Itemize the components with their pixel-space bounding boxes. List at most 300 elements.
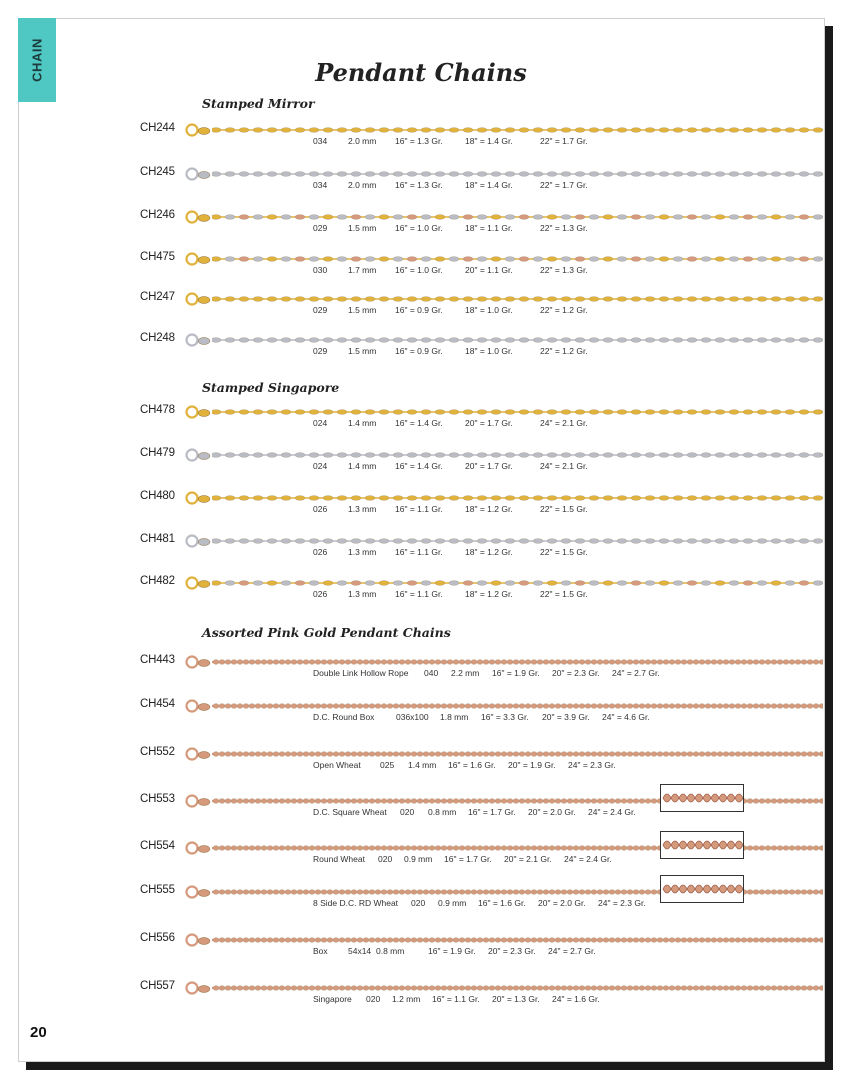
chain-link <box>615 890 621 895</box>
chain-link <box>447 704 453 709</box>
chain-link <box>291 799 297 804</box>
chain-link <box>239 172 249 177</box>
clasp-ring <box>187 212 198 223</box>
chain-link <box>639 938 645 943</box>
chain-link <box>807 938 813 943</box>
chain-row-ch248 <box>0 332 842 372</box>
chain-spec: 20" = 1.7 Gr. <box>465 418 513 428</box>
chain-link <box>603 453 613 458</box>
chain-code: CH247 <box>140 291 175 303</box>
chain-link <box>681 660 687 665</box>
chain-link <box>212 410 221 415</box>
chain-link <box>279 799 285 804</box>
chain-link <box>309 297 319 302</box>
lobster-clasp-icon <box>184 746 212 762</box>
chain-link <box>477 410 487 415</box>
chain-link <box>213 704 219 709</box>
chain-link <box>687 338 697 343</box>
chain-link <box>747 938 753 943</box>
chain-link <box>513 660 519 665</box>
chain-link <box>239 496 249 501</box>
chain-link <box>379 539 389 544</box>
chain-link <box>633 846 639 851</box>
clasp-body <box>198 496 210 503</box>
chain-link <box>309 539 319 544</box>
chain-link <box>327 986 333 991</box>
chain-link <box>375 938 381 943</box>
chain-link <box>393 986 399 991</box>
chain-link <box>561 704 567 709</box>
chain-link <box>567 799 573 804</box>
chain-link <box>525 660 531 665</box>
chain-spec: 024 <box>313 461 328 471</box>
chain-link <box>279 846 285 851</box>
chain-link <box>603 496 613 501</box>
chain-link <box>743 257 753 262</box>
chain-spec: 0.8 mm <box>428 807 457 817</box>
chain-link <box>351 297 361 302</box>
clasp-ring <box>187 578 198 589</box>
chain-link <box>519 986 525 991</box>
chain-link <box>589 128 599 133</box>
clasp-ring <box>187 935 198 946</box>
closeup-link <box>663 841 671 849</box>
chain-link <box>345 938 351 943</box>
chain-link <box>519 752 525 757</box>
chain-link <box>533 496 543 501</box>
chain-link <box>435 496 445 501</box>
chain-link <box>463 128 473 133</box>
closeup-link <box>711 885 719 893</box>
chain-spec: 16" = 1.0 Gr. <box>395 223 443 233</box>
chain-link <box>501 890 507 895</box>
chain-code: CH482 <box>140 575 175 587</box>
chain-link <box>757 338 767 343</box>
chain-link <box>213 986 219 991</box>
chain-link <box>323 257 333 262</box>
chain-link <box>785 338 795 343</box>
chain-link <box>225 539 235 544</box>
chain-link <box>285 846 291 851</box>
chain-link <box>533 453 543 458</box>
chain-strand <box>212 408 823 416</box>
chain-link <box>295 297 305 302</box>
chain-link <box>555 660 561 665</box>
chain-link <box>753 799 759 804</box>
chain-link <box>531 799 537 804</box>
closeup-link <box>671 885 679 893</box>
chain-link <box>507 799 513 804</box>
chain-link <box>297 890 303 895</box>
chain-link <box>333 752 339 757</box>
chain-link <box>519 172 529 177</box>
chain-link <box>693 660 699 665</box>
chain-link <box>597 660 603 665</box>
chain-link <box>253 338 263 343</box>
closeup-link <box>703 885 711 893</box>
chain-spec: 029 <box>313 305 328 315</box>
chain-link <box>771 938 777 943</box>
chain-link <box>261 704 267 709</box>
chain-link <box>633 660 639 665</box>
chain-link <box>491 581 501 586</box>
chain-link <box>411 986 417 991</box>
chain-link <box>225 257 235 262</box>
chain-link <box>495 846 501 851</box>
chain-link <box>407 453 417 458</box>
chain-link <box>651 986 657 991</box>
chain-spec: 16" = 1.6 Gr. <box>478 898 526 908</box>
chain-strand <box>212 936 823 944</box>
chain-link <box>701 297 711 302</box>
chain-link <box>789 938 795 943</box>
chain-link <box>543 890 549 895</box>
chain-link <box>212 297 221 302</box>
chain-link <box>615 938 621 943</box>
chain-link <box>267 986 273 991</box>
chain-link <box>365 410 375 415</box>
chain-link <box>357 660 363 665</box>
chain-link <box>261 752 267 757</box>
chain-link <box>597 890 603 895</box>
chain-link <box>555 938 561 943</box>
chain-link <box>351 581 361 586</box>
chain-link <box>603 215 613 220</box>
chain-link <box>519 128 529 133</box>
chain-link <box>249 986 255 991</box>
chain-link <box>617 215 627 220</box>
chain-link <box>407 215 417 220</box>
chain-link <box>699 704 705 709</box>
chain-link <box>813 846 819 851</box>
chain-link <box>687 297 697 302</box>
chain-link <box>423 660 429 665</box>
chain-link <box>819 704 823 709</box>
chain-link <box>345 799 351 804</box>
chain-link <box>491 128 501 133</box>
chain-link <box>673 496 683 501</box>
chain-link <box>579 938 585 943</box>
chain-link <box>381 799 387 804</box>
chain-link <box>741 752 747 757</box>
section-title-stamped-mirror: Stamped Mirror <box>202 96 315 111</box>
chain-link <box>659 297 669 302</box>
chain-link <box>507 986 513 991</box>
chain-link <box>765 986 771 991</box>
chain-link <box>567 660 573 665</box>
chain-link <box>303 752 309 757</box>
chain-link <box>747 986 753 991</box>
chain-link <box>483 986 489 991</box>
chain-link <box>747 890 753 895</box>
chain-link <box>471 660 477 665</box>
chain-link <box>807 846 813 851</box>
chain-link <box>543 660 549 665</box>
chain-link <box>429 799 435 804</box>
chain-spec: 20" = 1.1 Gr. <box>465 265 513 275</box>
chain-link <box>627 799 633 804</box>
chain-link <box>645 846 651 851</box>
chain-link <box>743 215 753 220</box>
chain-link <box>537 986 543 991</box>
chain-link <box>603 172 613 177</box>
chain-link <box>253 453 263 458</box>
chain-link <box>365 453 375 458</box>
chain-link <box>365 539 375 544</box>
chain-link <box>489 752 495 757</box>
chain-code: CH556 <box>140 932 175 944</box>
chain-link <box>757 297 767 302</box>
chain-link <box>297 752 303 757</box>
chain-link <box>267 890 273 895</box>
chain-link <box>567 846 573 851</box>
lobster-clasp-icon <box>184 980 212 996</box>
chain-link <box>813 581 823 586</box>
chain-link <box>463 215 473 220</box>
chain-link <box>729 539 739 544</box>
chain-link <box>365 257 375 262</box>
chain-link <box>741 938 747 943</box>
chain-link <box>505 215 515 220</box>
chain-link <box>723 938 729 943</box>
chain-link <box>219 986 225 991</box>
chain-link <box>585 660 591 665</box>
chain-link <box>351 704 357 709</box>
chain-link <box>212 172 221 177</box>
chain-link <box>575 128 585 133</box>
chain-link <box>449 215 459 220</box>
section-title-stamped-singapore: Stamped Singapore <box>202 380 340 395</box>
chain-link <box>243 986 249 991</box>
chain-link <box>813 257 823 262</box>
chain-code: CH478 <box>140 404 175 416</box>
chain-link <box>447 986 453 991</box>
lobster-clasp-icon <box>184 840 212 856</box>
chain-link <box>579 986 585 991</box>
chain-link <box>285 799 291 804</box>
chain-link <box>345 846 351 851</box>
chain-link <box>407 581 417 586</box>
chain-link <box>807 799 813 804</box>
chain-link <box>429 938 435 943</box>
chain-link <box>603 297 613 302</box>
chain-link <box>673 410 683 415</box>
chain-link <box>723 660 729 665</box>
chain-link <box>459 752 465 757</box>
chain-link <box>477 297 487 302</box>
chain-link <box>375 660 381 665</box>
chain-link <box>645 581 655 586</box>
chain-link <box>645 799 651 804</box>
chain-link <box>453 660 459 665</box>
chain-spec: 24" = 2.3 Gr. <box>598 898 646 908</box>
chain-link <box>807 986 813 991</box>
chain-link <box>507 846 513 851</box>
chain-link <box>519 539 529 544</box>
chain-link <box>711 704 717 709</box>
chain-link <box>351 410 361 415</box>
chain-link <box>393 410 403 415</box>
chain-link <box>387 890 393 895</box>
chain-link <box>255 660 261 665</box>
chain-link <box>531 660 537 665</box>
chain-link <box>323 539 333 544</box>
chain-link <box>687 986 693 991</box>
chain-link <box>505 410 515 415</box>
chain-link <box>573 660 579 665</box>
chain-spec: 22" = 1.5 Gr. <box>540 504 588 514</box>
chain-link <box>345 890 351 895</box>
chain-link <box>575 338 585 343</box>
chain-link <box>687 496 697 501</box>
chain-spec: 20" = 1.9 Gr. <box>508 760 556 770</box>
chain-link <box>681 752 687 757</box>
chain-link <box>435 890 441 895</box>
chain-link <box>471 938 477 943</box>
chain-link <box>603 704 609 709</box>
chain-link <box>281 128 291 133</box>
chain-link <box>351 986 357 991</box>
chain-link <box>799 128 809 133</box>
chain-link <box>701 215 711 220</box>
chain-link <box>813 938 819 943</box>
chain-link <box>701 257 711 262</box>
chain-link <box>421 215 431 220</box>
chain-link <box>501 752 507 757</box>
chain-link <box>393 539 403 544</box>
chain-link <box>771 660 777 665</box>
chain-link <box>231 986 237 991</box>
chain-link <box>547 496 557 501</box>
chain-link <box>645 215 655 220</box>
chain-link <box>729 297 739 302</box>
chain-link <box>681 986 687 991</box>
chain-link <box>477 496 487 501</box>
chain-link <box>477 938 483 943</box>
chain-strand <box>212 126 823 134</box>
chain-link <box>575 257 585 262</box>
chain-link <box>633 752 639 757</box>
chain-link <box>337 257 347 262</box>
chain-link <box>735 704 741 709</box>
chain-link <box>239 215 249 220</box>
chain-link <box>225 704 231 709</box>
chain-link <box>673 297 683 302</box>
chain-code: CH553 <box>140 793 175 805</box>
chain-spec: 20" = 1.7 Gr. <box>465 461 513 471</box>
chain-link <box>621 846 627 851</box>
chain-link <box>237 890 243 895</box>
chain-link <box>379 581 389 586</box>
clasp-ring <box>187 749 198 760</box>
chain-link <box>212 539 221 544</box>
chain-link <box>417 660 423 665</box>
chain-link <box>547 297 557 302</box>
chain-link <box>757 496 767 501</box>
chain-link <box>225 890 231 895</box>
chain-link <box>663 660 669 665</box>
chain-spec: 16" = 1.3 Gr. <box>395 136 443 146</box>
chain-link <box>631 410 641 415</box>
chain-link <box>253 297 263 302</box>
chain-row-ch454 <box>0 698 842 738</box>
chain-link <box>381 752 387 757</box>
chain-link <box>687 410 697 415</box>
chain-link <box>597 799 603 804</box>
chain-link <box>393 297 403 302</box>
chain-link <box>447 752 453 757</box>
chain-link <box>291 890 297 895</box>
chain-link <box>273 890 279 895</box>
chain-link <box>617 496 627 501</box>
chain-link <box>291 986 297 991</box>
chain-link <box>435 660 441 665</box>
chain-link <box>321 846 327 851</box>
chain-link <box>213 660 219 665</box>
chain-spec: 18" = 1.2 Gr. <box>465 504 513 514</box>
chain-link <box>513 986 519 991</box>
chain-link <box>603 846 609 851</box>
chain-link <box>441 704 447 709</box>
chain-link <box>621 938 627 943</box>
chain-link <box>219 752 225 757</box>
chain-link <box>777 846 783 851</box>
chain-link <box>463 338 473 343</box>
chain-link <box>549 938 555 943</box>
chain-link <box>281 257 291 262</box>
lobster-clasp-icon <box>184 332 212 348</box>
clasp-body <box>198 704 210 711</box>
chain-link <box>795 846 801 851</box>
chain-link <box>253 581 263 586</box>
chain-spec: 036x100 <box>396 712 429 722</box>
clasp-body <box>198 257 210 264</box>
chain-link <box>339 704 345 709</box>
chain-link <box>533 410 543 415</box>
chain-link <box>519 938 525 943</box>
chain-link <box>337 297 347 302</box>
chain-link <box>591 846 597 851</box>
chain-link <box>567 704 573 709</box>
chain-link <box>579 704 585 709</box>
chain-link <box>627 986 633 991</box>
lobster-clasp-icon <box>184 932 212 948</box>
closeup-link <box>679 794 687 802</box>
chain-link <box>615 846 621 851</box>
chain-link <box>243 660 249 665</box>
chain-link <box>783 752 789 757</box>
chain-link <box>393 704 399 709</box>
chain-row-ch443 <box>0 654 842 694</box>
chain-link <box>369 752 375 757</box>
chain-link <box>225 752 231 757</box>
chain-link <box>323 496 333 501</box>
chain-spec: 1.5 mm <box>348 223 377 233</box>
chain-link <box>771 581 781 586</box>
chain-link <box>757 215 767 220</box>
chain-link <box>533 297 543 302</box>
chain-link <box>621 890 627 895</box>
chain-link <box>291 660 297 665</box>
chain-link <box>459 890 465 895</box>
clasp-ring <box>187 450 198 461</box>
chain-spec: 16" = 3.3 Gr. <box>481 712 529 722</box>
chain-link <box>315 799 321 804</box>
chain-link <box>239 297 249 302</box>
chain-link <box>547 215 557 220</box>
chain-link <box>411 846 417 851</box>
chain-link <box>465 752 471 757</box>
